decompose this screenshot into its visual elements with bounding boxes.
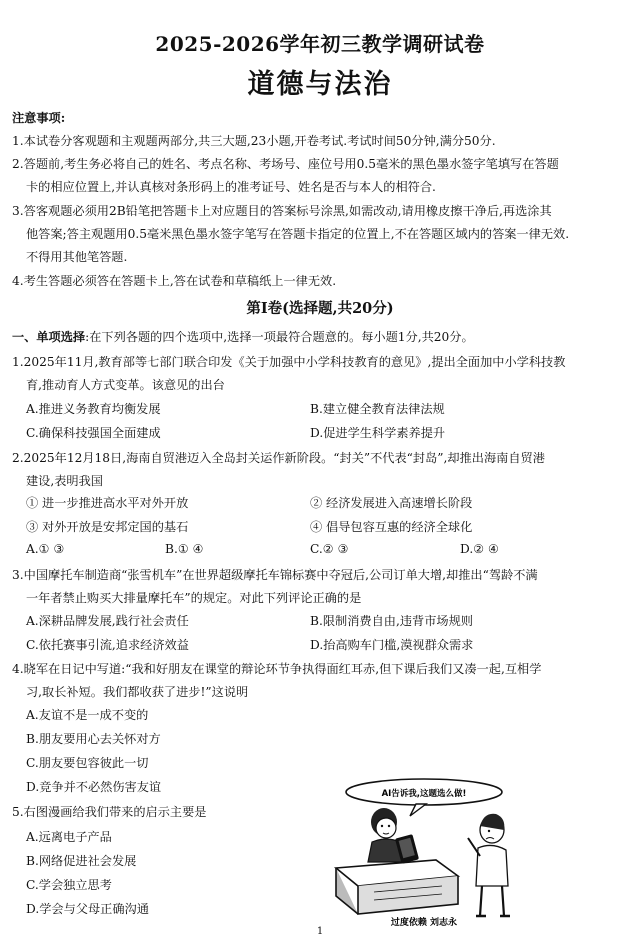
option-c: C.确保科技强国全面建成 <box>26 426 161 440</box>
subject-title: 道德与法治 <box>247 69 393 100</box>
question-stem: 4.晓军在日记中写道:“我和好朋友在课堂的辩论环节争执得面红耳赤,但下课后我们又凑一起,互相学 <box>12 662 542 676</box>
option-d: D.竞争并不必然伤害友谊 <box>26 780 162 794</box>
statement: ② 经济发展进入高速增长阶段 <box>310 496 473 510</box>
option-a: A.深耕品牌发展,践行社会责任 <box>26 614 189 628</box>
statement: ③ 对外开放是安邦定国的基石 <box>26 520 189 534</box>
question-stem: 2.2025年12月18日,海南自贸港迈入全岛封关运作新阶段。“封关”不代表“封岛”,却推出海南自贸港 <box>12 451 545 465</box>
option-a: A.友谊不是一成不变的 <box>26 708 149 722</box>
parent-figure <box>468 814 510 916</box>
option-d: D.② ④ <box>460 542 499 556</box>
option-b: B.① ④ <box>165 542 204 556</box>
page-number: 1 <box>316 926 324 937</box>
option-a: A.推进义务教育均衡发展 <box>26 402 161 416</box>
speech-text: AI告诉我,这题选么做! <box>381 789 467 799</box>
question-stem: 一年者禁止购买大排量摩托车”的规定。对此下列评论正确的是 <box>26 591 362 605</box>
notice-line: 他答案;答主观题用0.5毫米黑色墨水签字笔写在答题卡指定的位置上,不在答题区域内的答案一律无效. <box>26 227 570 241</box>
statement: ④ 倡导包容互惠的经济全球化 <box>310 520 473 534</box>
option-c: C.② ③ <box>310 542 349 556</box>
part-instructions <box>12 327 474 347</box>
cartoon-caption: 过度依赖 刘志永 <box>390 918 458 928</box>
speech-bubble <box>346 779 502 816</box>
notice-line: 3.答客观题必须用2B铅笔把答题卡上对应题目的答案标号涂黑,如需改动,请用橡皮擦干净后,再选涂其 <box>12 204 552 218</box>
question-stem: 习,取长补短。我们都收获了进步!”这说明 <box>26 685 249 699</box>
option-a: A.① ③ <box>26 542 65 556</box>
option-c: C.学会独立思考 <box>26 878 112 892</box>
part-text: :在下列各题的四个选项中,选择一项最符合题意的。每小题1分,共20分。 <box>85 330 474 344</box>
option-d: D.抬高购车门槛,漠视群众需求 <box>310 638 474 652</box>
option-c: C.依托赛事引流,追求经济效益 <box>26 638 189 652</box>
section-title: 第Ⅰ卷(选择题,共20分) <box>246 300 394 317</box>
notice-line: 4.考生答题必须答在答题卡上,答在试卷和草稿纸上一律无效. <box>12 274 337 288</box>
option-b: B.建立健全教育法律法规 <box>310 402 445 416</box>
question-stem: 育,推动育人方式变革。该意见的出台 <box>26 378 225 392</box>
option-a: A.远离电子产品 <box>26 830 112 844</box>
child-figure <box>368 808 419 864</box>
question-stem: 1.2025年11月,教育部等七部门联合印发《关于加强中小学科技教育的意见》,提出全面加中小学科技教 <box>12 355 566 369</box>
notice-line: 不得用其他笔答题. <box>26 250 128 264</box>
option-d: D.学会与父母正确沟通 <box>26 902 149 916</box>
option-c: C.朋友要包容彼此一切 <box>26 756 149 770</box>
desk <box>336 860 458 914</box>
notice-line: 1.本试卷分客观题和主观题两部分,共三大题,23小题,开卷考试.考试时间50分钟,满分50分. <box>12 134 496 148</box>
part-label: 一、单项选择 <box>12 330 86 344</box>
notice-line: 2.答题前,考生务必将自己的姓名、考点名称、考场号、座位号用0.5毫米的黑色墨水签字笔填写在答题 <box>12 157 559 171</box>
option-b: B.朋友要用心去关怀对方 <box>26 732 161 746</box>
question-stem: 3.中国摩托车制造商“张雪机车”在世界超级摩托车锦标赛中夺冠后,公司订单大增,却推出“驾龄不满 <box>12 568 538 582</box>
option-d: D.促进学生科学素养提升 <box>310 426 446 440</box>
option-b: B.网络促进社会发展 <box>26 854 137 868</box>
notice-line: 卡的相应位置上,并认真核对条形码上的准考证号、姓名是否与本人的相符合. <box>26 180 436 194</box>
statement: ① 进一步推进高水平对外开放 <box>26 496 189 510</box>
question-stem: 建设,表明我国 <box>26 474 103 488</box>
notice-heading: 注意事项: <box>12 111 66 125</box>
cartoon-illustration <box>326 776 522 928</box>
option-b: B.限制消费自由,违背市场规则 <box>310 614 473 628</box>
question-stem: 5.右图漫画给我们带来的启示主要是 <box>12 805 207 819</box>
exam-title: 2025-2026学年初三教学调研试卷 <box>155 32 485 56</box>
